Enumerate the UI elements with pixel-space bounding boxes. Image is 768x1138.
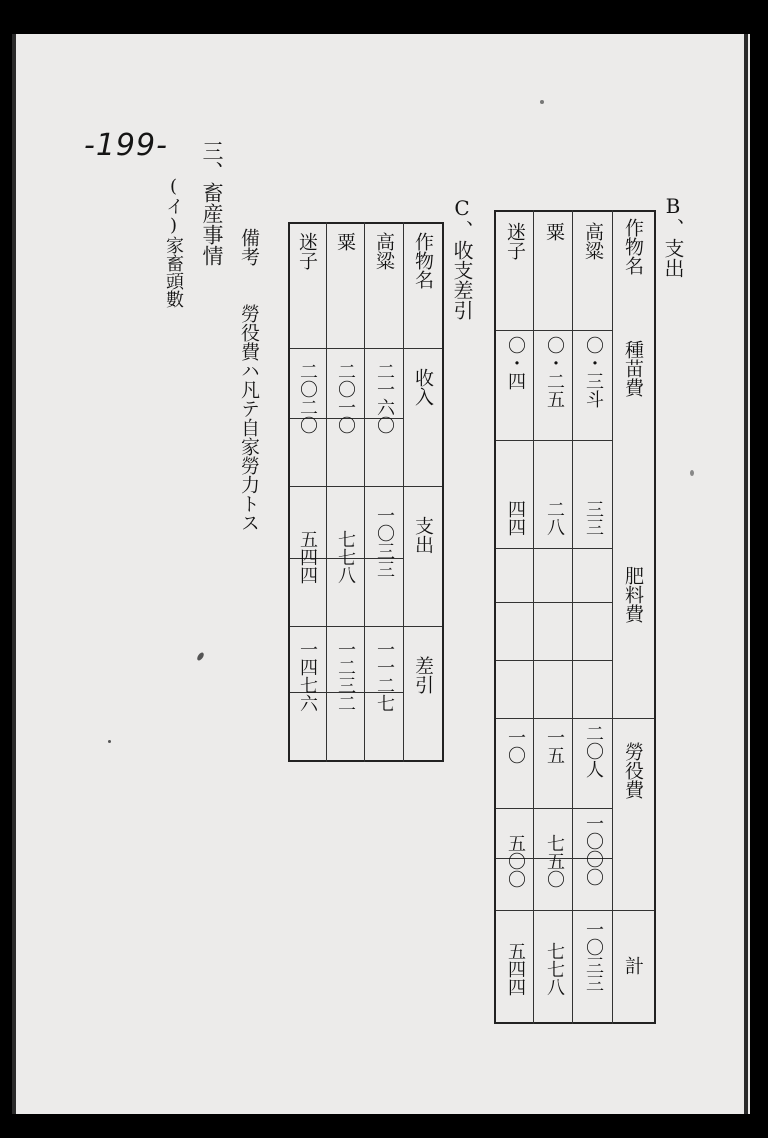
table-b-qty-sorghum: 〇・三斗 [583,336,604,408]
table-b-crop-sorghum: 高粱 [582,222,604,260]
table-b-labor-persons-millet: 一五 [544,728,565,764]
table-b-labor-amount-sorghum: 一〇〇〇 [583,814,604,886]
table-c-crop-panicum: 迷子 [296,232,318,270]
table-b-row-rule [496,548,613,549]
table-c-row-rule [290,486,442,487]
table-b-row-rule [496,910,654,911]
table-b-col-rule [533,210,534,1024]
table-b-qty-panicum: 〇・四 [505,336,526,390]
table-b-col-rule [612,210,613,1024]
table-c-col-rule [364,222,365,762]
subsection-livestock-count: (イ)家畜頭數 [163,176,184,308]
table-c-row-rule [290,626,442,627]
table-c-income-panicum: 二〇二〇 [297,362,318,434]
table-c-balance-panicum: 一四七六 [297,640,318,712]
table-b-seed-sorghum: 三三 [583,500,604,536]
table-c-col-rule [403,222,404,762]
table-c-row-rule [290,348,442,349]
table-b-labor-persons-sorghum: 二〇人 [583,724,604,778]
remarks-text: 勞役費ハ凡テ自家勞力トス [238,304,260,532]
table-b-labor-amount-millet: 七五〇 [544,834,565,888]
table-b-header-seed: 種苗費 [622,340,644,397]
table-c-expense-panicum: 五四四 [297,530,318,584]
table-b-total-panicum: 五四四 [505,942,526,996]
table-c-col-rule [326,222,327,762]
table-c-header-income: 收入 [412,368,434,406]
remarks-label: 備考 [238,228,260,266]
table-c-balance-millet: 一二三二 [335,640,356,712]
section-b-heading: B、支出 [661,194,685,278]
table-b-row-rule [496,440,613,441]
table-b-crop-panicum: 迷子 [504,222,526,260]
page-left-edge [12,34,16,1114]
scan-speck [690,470,694,476]
scan-speck [540,100,544,104]
section-c-heading: C、收支差引 [450,196,474,320]
table-b-row-rule [496,660,613,661]
table-b-total-millet: 七七八 [544,942,565,996]
table-b-total-sorghum: 一〇三三 [583,920,604,992]
table-c-header-balance: 差引 [412,656,434,694]
table-c-crop-sorghum: 高粱 [373,232,395,270]
table-b-header-labor: 勞役費 [622,742,644,799]
scan-speck [108,740,111,743]
table-c-crop-millet: 粟 [334,232,356,251]
table-c-header-crop: 作物名 [412,232,434,289]
page-number: -199- [84,128,168,163]
table-c-balance-sorghum: 一一二七 [374,640,395,712]
table-b-seed-panicum: 四四 [505,500,526,536]
table-b-seed-millet: 二八 [544,500,565,536]
table-b-header-fertilizer: 肥料費 [622,566,644,623]
table-c-income-millet: 二〇一〇 [335,362,356,434]
page-right-edge [744,34,748,1114]
table-b-row-rule [496,330,613,331]
table-b-qty-millet: 〇・二五 [544,336,565,408]
table-b-crop-millet: 粟 [543,222,565,241]
table-b-labor-amount-panicum: 五〇〇 [505,834,526,888]
table-b-header-total: 計 [622,956,644,975]
table-c-header-expense: 支出 [412,516,434,554]
table-c-income-sorghum: 二一六〇 [374,362,395,434]
table-b-labor-persons-panicum: 一〇 [505,728,526,764]
table-c-expense-millet: 七七八 [335,530,356,584]
section-3-heading: 三、畜産事情 [200,140,224,266]
table-b-row-rule [496,602,613,603]
table-b-header-crop: 作物名 [622,218,644,275]
table-b-row-rule [496,808,613,809]
table-c-expense-sorghum: 一〇三三 [374,506,395,578]
table-b-col-rule [572,210,573,1024]
